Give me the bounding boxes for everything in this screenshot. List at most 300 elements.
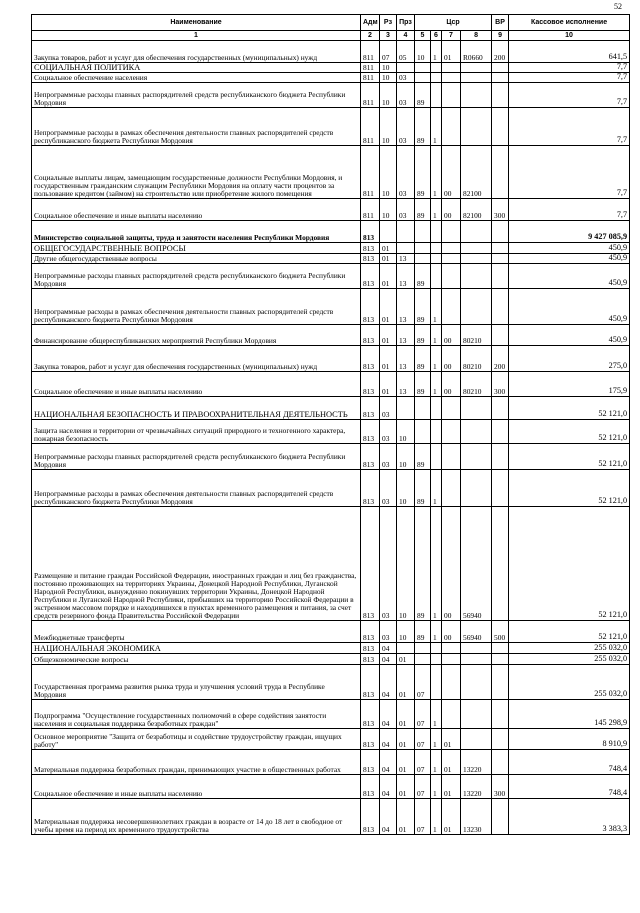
row-adm: 813: [361, 264, 380, 289]
row-csr-event: [442, 470, 461, 507]
row-amount: 52 121,0: [509, 507, 630, 621]
row-adm: 813: [361, 507, 380, 621]
table-header-row: [32, 15, 630, 31]
row-adm: 813: [361, 243, 380, 254]
row-prz: 10: [397, 507, 415, 621]
row-csr-event: [442, 665, 461, 700]
row-adm: 813: [361, 729, 380, 750]
row-csr-program: 89: [415, 507, 431, 621]
row-adm: 813: [361, 470, 380, 507]
row-prz: 01: [397, 799, 415, 835]
header-csr: Цср: [415, 15, 492, 31]
row-csr-program: 89: [415, 346, 431, 372]
row-adm: 813: [361, 221, 380, 243]
row-csr-subprogram: 1: [431, 372, 442, 397]
row-amount: 52 121,0: [509, 444, 630, 470]
row-prz: 03: [397, 199, 415, 221]
row-csr-event: 01: [442, 775, 461, 799]
row-csr-subprogram: [431, 420, 442, 444]
table-row: [32, 264, 630, 289]
row-amount: 7,7: [509, 199, 630, 221]
row-vr: 500: [492, 621, 509, 643]
row-vr: 200: [492, 346, 509, 372]
table-row: [32, 397, 630, 420]
row-csr-program: 07: [415, 729, 431, 750]
row-csr-program: [415, 73, 431, 83]
row-vr: [492, 397, 509, 420]
table-row: [32, 41, 630, 63]
row-rz: 01: [380, 264, 397, 289]
row-csr-subprogram: 1: [431, 507, 442, 621]
row-csr-event: [442, 700, 461, 729]
row-csr-subprogram: [431, 73, 442, 83]
row-csr-event: 00: [442, 372, 461, 397]
row-amount: 7,7: [509, 146, 630, 199]
row-csr-direction: R0660: [461, 41, 492, 63]
row-csr-subprogram: [431, 397, 442, 420]
row-rz: 01: [380, 325, 397, 346]
table-row: [32, 729, 630, 750]
row-prz: 13: [397, 264, 415, 289]
row-adm: 813: [361, 750, 380, 775]
row-name: СОЦИАЛЬНАЯ ПОЛИТИКА: [32, 63, 361, 73]
row-name: НАЦИОНАЛЬНАЯ БЕЗОПАСНОСТЬ И ПРАВООХРАНИТЕЛЬНАЯ ДЕЯТЕЛЬНОСТЬ: [32, 397, 361, 420]
row-csr-event: 01: [442, 750, 461, 775]
row-vr: [492, 146, 509, 199]
row-prz: 13: [397, 372, 415, 397]
row-name: Подпрограмма "Осуществление государственных полномочий в сфере содействия занятости населения и социальная поддержка безработных граждан": [32, 700, 361, 729]
row-csr-direction: 56940: [461, 507, 492, 621]
row-csr-subprogram: 1: [431, 325, 442, 346]
row-csr-subprogram: [431, 221, 442, 243]
row-name: Непрограммные расходы в рамках обеспечения деятельности главных распорядителей средств республиканского бюджета Республики Мордовия: [32, 470, 361, 507]
row-amount: 275,0: [509, 346, 630, 372]
table-row: [32, 289, 630, 325]
row-csr-direction: 80210: [461, 346, 492, 372]
row-csr-program: 89: [415, 621, 431, 643]
row-csr-subprogram: 1: [431, 199, 442, 221]
row-csr-program: 89: [415, 83, 431, 108]
row-csr-event: [442, 643, 461, 654]
row-csr-direction: [461, 73, 492, 83]
table-row: [32, 73, 630, 83]
row-csr-direction: 82100: [461, 146, 492, 199]
table-row: [32, 665, 630, 700]
header-prz: Прз: [397, 15, 415, 31]
row-csr-direction: [461, 289, 492, 325]
row-csr-program: 89: [415, 444, 431, 470]
row-csr-direction: [461, 108, 492, 146]
row-rz: 10: [380, 199, 397, 221]
row-vr: [492, 507, 509, 621]
row-vr: [492, 700, 509, 729]
table-row: [32, 420, 630, 444]
table-row: [32, 643, 630, 654]
row-csr-direction: [461, 729, 492, 750]
row-csr-program: 89: [415, 372, 431, 397]
column-number-row: [32, 31, 630, 41]
row-amount: 52 121,0: [509, 420, 630, 444]
row-csr-direction: [461, 654, 492, 665]
table-body: [32, 41, 630, 835]
row-csr-subprogram: 1: [431, 775, 442, 799]
row-rz: 04: [380, 665, 397, 700]
col-number: 7: [442, 31, 461, 41]
row-name: Непрограммные расходы главных распорядителей средств республиканского бюджета Республики Мордовия: [32, 83, 361, 108]
row-rz: 01: [380, 243, 397, 254]
row-name: Основное мероприятие "Защита от безработицы и содействие трудоустройству граждан, ищущих работу": [32, 729, 361, 750]
table-row: [32, 750, 630, 775]
table-row: [32, 199, 630, 221]
table-row: [32, 700, 630, 729]
row-amount: 7,7: [509, 73, 630, 83]
row-csr-program: [415, 254, 431, 264]
row-csr-subprogram: [431, 243, 442, 254]
row-prz: [397, 397, 415, 420]
row-adm: 813: [361, 643, 380, 654]
row-vr: [492, 73, 509, 83]
row-csr-direction: 13220: [461, 750, 492, 775]
row-prz: 13: [397, 325, 415, 346]
row-rz: 04: [380, 654, 397, 665]
row-amount: 8 910,9: [509, 729, 630, 750]
table-row: [32, 108, 630, 146]
row-csr-program: [415, 63, 431, 73]
row-amount: 52 121,0: [509, 470, 630, 507]
col-number: 3: [380, 31, 397, 41]
row-csr-event: [442, 243, 461, 254]
row-csr-program: 89: [415, 470, 431, 507]
row-vr: [492, 243, 509, 254]
row-adm: 811: [361, 146, 380, 199]
row-adm: 813: [361, 654, 380, 665]
row-prz: 01: [397, 775, 415, 799]
row-prz: [397, 63, 415, 73]
row-amount: 255 032,0: [509, 654, 630, 665]
row-vr: [492, 729, 509, 750]
row-rz: 04: [380, 729, 397, 750]
row-rz: 10: [380, 63, 397, 73]
row-adm: 813: [361, 665, 380, 700]
row-name: Общеэкономические вопросы: [32, 654, 361, 665]
table-row: [32, 444, 630, 470]
row-vr: [492, 83, 509, 108]
row-adm: 811: [361, 73, 380, 83]
row-csr-direction: [461, 221, 492, 243]
row-prz: 10: [397, 420, 415, 444]
row-csr-subprogram: 1: [431, 289, 442, 325]
row-prz: [397, 243, 415, 254]
row-csr-event: [442, 73, 461, 83]
row-csr-subprogram: [431, 643, 442, 654]
row-csr-program: 07: [415, 799, 431, 835]
row-csr-event: 00: [442, 146, 461, 199]
row-rz: 03: [380, 444, 397, 470]
row-rz: 01: [380, 372, 397, 397]
row-amount: 450,9: [509, 254, 630, 264]
row-prz: [397, 643, 415, 654]
row-rz: 03: [380, 420, 397, 444]
row-csr-event: [442, 108, 461, 146]
budget-table: [31, 14, 630, 835]
row-vr: 300: [492, 199, 509, 221]
table-row: [32, 83, 630, 108]
row-amount: 52 121,0: [509, 621, 630, 643]
row-csr-direction: [461, 397, 492, 420]
row-rz: 01: [380, 254, 397, 264]
row-csr-subprogram: 1: [431, 799, 442, 835]
row-csr-direction: 80210: [461, 372, 492, 397]
row-vr: [492, 750, 509, 775]
row-csr-event: 00: [442, 507, 461, 621]
row-csr-subprogram: [431, 63, 442, 73]
row-csr-event: 01: [442, 41, 461, 63]
table-row: [32, 799, 630, 835]
row-amount: 7,7: [509, 63, 630, 73]
row-name: Финансирование общереспубликанских мероприятий Республики Мордовия: [32, 325, 361, 346]
row-prz: 10: [397, 444, 415, 470]
table-row: [32, 654, 630, 665]
row-csr-event: 00: [442, 346, 461, 372]
row-csr-event: 00: [442, 325, 461, 346]
row-name: ОБЩЕГОСУДАРСТВЕННЫЕ ВОПРОСЫ: [32, 243, 361, 254]
col-number: 9: [492, 31, 509, 41]
row-adm: 813: [361, 420, 380, 444]
row-name: Другие общегосударственные вопросы: [32, 254, 361, 264]
row-vr: [492, 470, 509, 507]
row-csr-event: [442, 221, 461, 243]
col-number: 6: [431, 31, 442, 41]
row-csr-event: [442, 264, 461, 289]
row-csr-subprogram: 1: [431, 108, 442, 146]
row-csr-event: [442, 420, 461, 444]
row-amount: 641,5: [509, 41, 630, 63]
row-vr: [492, 264, 509, 289]
row-csr-direction: [461, 254, 492, 264]
row-csr-direction: [461, 83, 492, 108]
row-adm: 813: [361, 775, 380, 799]
row-csr-event: 01: [442, 799, 461, 835]
row-adm: 813: [361, 621, 380, 643]
row-csr-direction: [461, 63, 492, 73]
row-name: Социальное обеспечение и иные выплаты населению: [32, 775, 361, 799]
row-name: Министерство социальной защиты, труда и занятости населения Республики Мордовия: [32, 221, 361, 243]
row-name: Непрограммные расходы главных распорядителей средств республиканского бюджета Республики Мордовия: [32, 444, 361, 470]
row-vr: [492, 221, 509, 243]
row-amount: 255 032,0: [509, 665, 630, 700]
row-name: Социальное обеспечение населения: [32, 73, 361, 83]
row-amount: 3 383,3: [509, 799, 630, 835]
row-adm: 813: [361, 372, 380, 397]
row-rz: 04: [380, 700, 397, 729]
row-rz: 10: [380, 73, 397, 83]
row-csr-program: 07: [415, 750, 431, 775]
row-csr-direction: [461, 444, 492, 470]
table-row: [32, 621, 630, 643]
row-vr: 300: [492, 775, 509, 799]
row-adm: 813: [361, 799, 380, 835]
row-adm: 813: [361, 444, 380, 470]
row-csr-direction: [461, 470, 492, 507]
row-prz: 10: [397, 621, 415, 643]
row-vr: [492, 325, 509, 346]
col-number: 2: [361, 31, 380, 41]
row-csr-event: 00: [442, 621, 461, 643]
row-name: Социальное обеспечение и иные выплаты населению: [32, 372, 361, 397]
row-csr-subprogram: 1: [431, 346, 442, 372]
table-row: [32, 775, 630, 799]
row-csr-program: 89: [415, 108, 431, 146]
row-csr-direction: 13230: [461, 799, 492, 835]
row-csr-program: 89: [415, 199, 431, 221]
row-csr-direction: 56940: [461, 621, 492, 643]
row-amount: 175,9: [509, 372, 630, 397]
row-adm: 811: [361, 199, 380, 221]
table-row: [32, 254, 630, 264]
row-csr-program: [415, 397, 431, 420]
row-rz: 01: [380, 346, 397, 372]
row-amount: 52 121,0: [509, 397, 630, 420]
row-csr-direction: [461, 700, 492, 729]
row-name: НАЦИОНАЛЬНАЯ ЭКОНОМИКА: [32, 643, 361, 654]
row-csr-event: [442, 289, 461, 325]
row-rz: [380, 221, 397, 243]
row-rz: 03: [380, 621, 397, 643]
row-csr-program: [415, 420, 431, 444]
table-row: [32, 243, 630, 254]
row-rz: 03: [380, 507, 397, 621]
row-csr-subprogram: [431, 665, 442, 700]
row-name: Межбюджетные трансферты: [32, 621, 361, 643]
row-rz: 04: [380, 799, 397, 835]
row-csr-direction: 80210: [461, 325, 492, 346]
row-prz: 01: [397, 750, 415, 775]
table-row: [32, 470, 630, 507]
row-vr: [492, 799, 509, 835]
header-name: Наименование: [32, 15, 361, 31]
row-rz: 04: [380, 750, 397, 775]
row-name: Закупка товаров, работ и услуг для обеспечения государственных (муниципальных) нужд: [32, 346, 361, 372]
row-vr: [492, 643, 509, 654]
row-csr-program: 89: [415, 289, 431, 325]
row-adm: 813: [361, 289, 380, 325]
row-prz: 13: [397, 254, 415, 264]
row-vr: [492, 289, 509, 325]
row-amount: 748,4: [509, 775, 630, 799]
row-vr: 300: [492, 372, 509, 397]
row-csr-program: [415, 643, 431, 654]
row-name: Материальная поддержка несовершеннолетних граждан в возрасте от 14 до 18 лет в свободное от учебы время на период их временного трудоустройства: [32, 799, 361, 835]
row-vr: [492, 254, 509, 264]
row-rz: 03: [380, 470, 397, 507]
row-csr-program: 07: [415, 700, 431, 729]
row-csr-direction: [461, 264, 492, 289]
row-adm: 813: [361, 346, 380, 372]
row-csr-event: 01: [442, 729, 461, 750]
row-vr: [492, 420, 509, 444]
row-prz: 13: [397, 346, 415, 372]
row-csr-subprogram: 1: [431, 41, 442, 63]
row-amount: 450,9: [509, 243, 630, 254]
row-rz: 01: [380, 289, 397, 325]
row-prz: 03: [397, 108, 415, 146]
table-row: [32, 325, 630, 346]
row-name: Социальное обеспечение и иные выплаты населению: [32, 199, 361, 221]
table-row: [32, 372, 630, 397]
row-csr-event: [442, 397, 461, 420]
row-name: Социальные выплаты лицам, замещающим государственные должности Республики Мордовия, и государственным гражданским служащим Республики Мордовия на оплату части процентов за пользование кредитом (займом) на строительство или приобретение жилого помещения: [32, 146, 361, 199]
row-prz: 13: [397, 289, 415, 325]
row-csr-program: 89: [415, 146, 431, 199]
row-adm: 813: [361, 254, 380, 264]
row-name: Непрограммные расходы в рамках обеспечения деятельности главных распорядителей средств республиканского бюджета Республики Мордовия: [32, 108, 361, 146]
row-csr-direction: [461, 243, 492, 254]
row-csr-event: [442, 83, 461, 108]
row-vr: [492, 665, 509, 700]
row-prz: 01: [397, 665, 415, 700]
table-row: [32, 63, 630, 73]
row-vr: 200: [492, 41, 509, 63]
row-csr-subprogram: [431, 444, 442, 470]
row-prz: 01: [397, 700, 415, 729]
row-adm: 813: [361, 325, 380, 346]
row-amount: 9 427 085,9: [509, 221, 630, 243]
row-name: Размещение и питание граждан Российской Федерации, иностранных граждан и лиц без гражданства, постоянно проживающих на территориях Украины, Донецкой Народной Республики, Луганской Народной Республики, вынужденно покинувших территории Украины, Донецкой Народной Республики и Луганской Народной Республики, прибывших на территорию Российской Федерации в экстренном массовом порядке и находившихся в пунктах временного размещения и питания, за счет средств резервного фонда Правительства Российской Федерации: [32, 507, 361, 621]
row-name: Непрограммные расходы главных распорядителей средств республиканского бюджета Республики Мордовия: [32, 264, 361, 289]
table-row: [32, 146, 630, 199]
table-row: [32, 346, 630, 372]
row-name: Непрограммные расходы в рамках обеспечения деятельности главных распорядителей средств республиканского бюджета Республики Мордовия: [32, 289, 361, 325]
row-csr-event: [442, 444, 461, 470]
row-vr: [492, 654, 509, 665]
header-vr: ВР: [492, 15, 509, 31]
col-number: 8: [461, 31, 492, 41]
table-row: [32, 507, 630, 621]
row-csr-subprogram: 1: [431, 729, 442, 750]
header-amount: Кассовое исполнение: [509, 15, 630, 31]
row-csr-event: [442, 654, 461, 665]
col-number: 1: [32, 31, 361, 41]
row-name: Государственная программа развития рынка труда и улучшения условий труда в Республике Мордовия: [32, 665, 361, 700]
col-number: 4: [397, 31, 415, 41]
row-csr-subprogram: 1: [431, 146, 442, 199]
row-rz: 04: [380, 643, 397, 654]
row-prz: 03: [397, 73, 415, 83]
row-csr-subprogram: 1: [431, 470, 442, 507]
row-adm: 811: [361, 63, 380, 73]
row-amount: 145 298,9: [509, 700, 630, 729]
row-adm: 811: [361, 83, 380, 108]
row-csr-subprogram: 1: [431, 621, 442, 643]
row-prz: [397, 221, 415, 243]
row-csr-program: 07: [415, 775, 431, 799]
row-csr-direction: 82100: [461, 199, 492, 221]
row-rz: 07: [380, 41, 397, 63]
row-csr-program: 89: [415, 325, 431, 346]
row-amount: 450,9: [509, 264, 630, 289]
row-amount: 450,9: [509, 325, 630, 346]
row-rz: 04: [380, 775, 397, 799]
row-vr: [492, 108, 509, 146]
row-csr-subprogram: [431, 254, 442, 264]
row-adm: 811: [361, 108, 380, 146]
row-amount: 7,7: [509, 83, 630, 108]
row-csr-subprogram: [431, 264, 442, 289]
row-csr-event: [442, 63, 461, 73]
row-rz: 10: [380, 108, 397, 146]
row-csr-direction: [461, 665, 492, 700]
row-csr-subprogram: [431, 654, 442, 665]
